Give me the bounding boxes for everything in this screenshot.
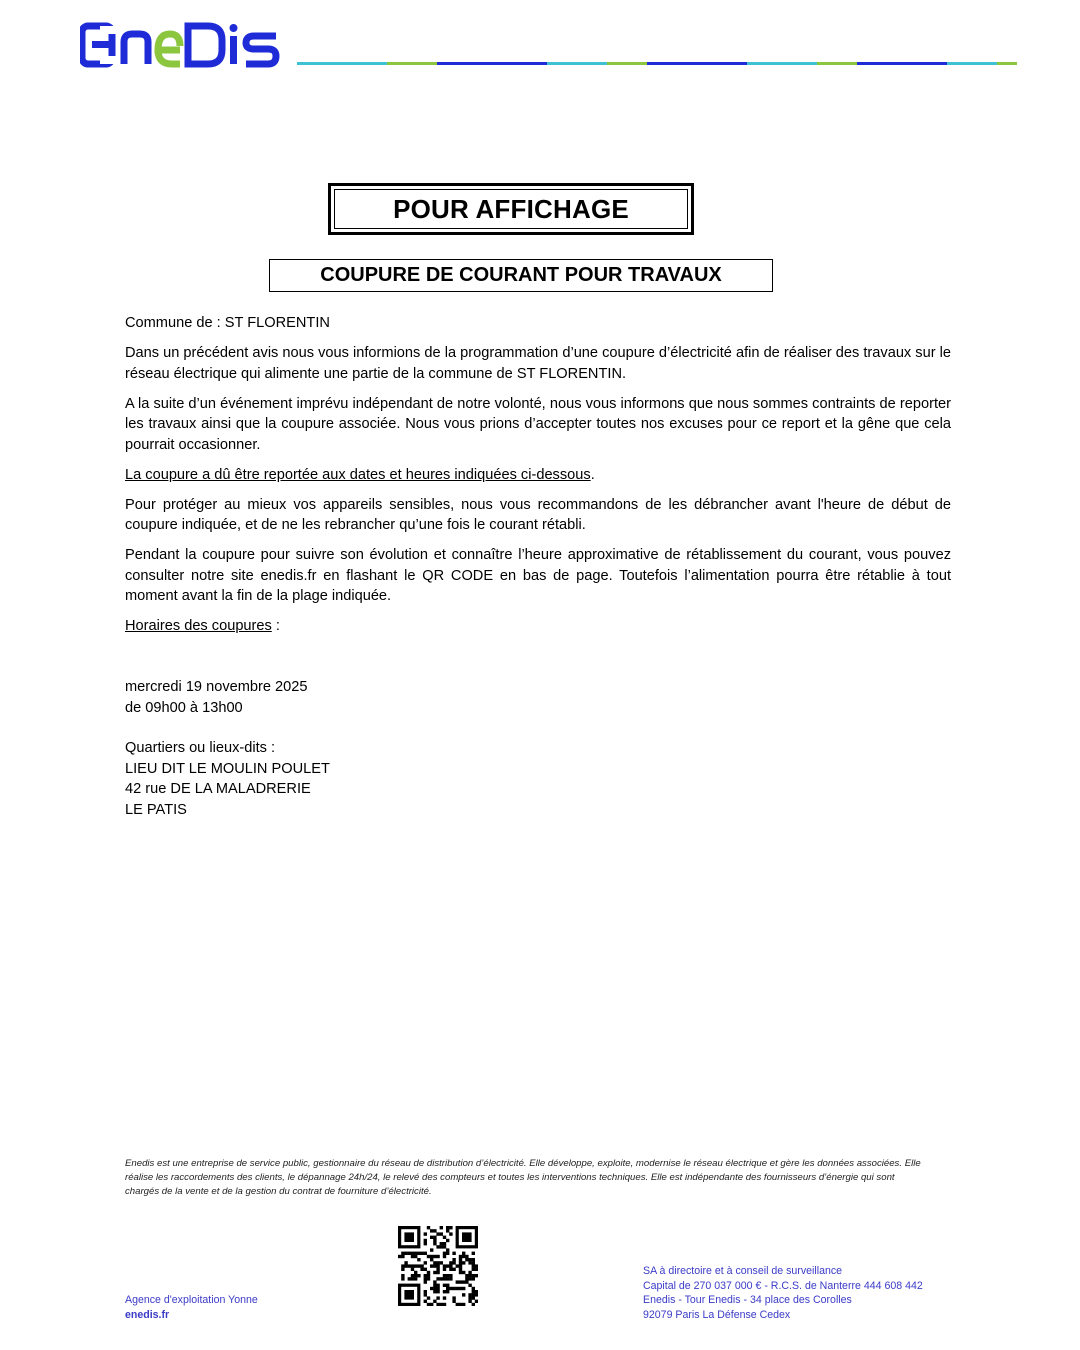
legal-line: 92079 Paris La Défense Cedex xyxy=(643,1308,791,1321)
qr-code-icon[interactable] xyxy=(398,1226,478,1306)
page-title: POUR AFFICHAGE xyxy=(334,189,688,229)
paragraph-tracking: Pendant la coupure pour suivre son évolution et connaître l’heure approximative de rétablissement du courant, vous pouvez consulter notre site enedis.fr en flashant le QR CODE en bas de page. Toutefois l’alimentation pourra être rétablie à tout moment avant la fin de la plage indiquée. xyxy=(125,547,951,604)
notice-body xyxy=(125,313,951,646)
outage-schedule xyxy=(125,677,308,718)
outage-hours: de 09h00 à 13h00 xyxy=(125,699,243,716)
footer-agency xyxy=(125,1293,258,1322)
enedis-logo xyxy=(80,20,290,70)
place-item: LE PATIS xyxy=(125,801,187,818)
commune-line: Commune de : ST FLORENTIN xyxy=(125,315,330,331)
header-divider xyxy=(297,62,1017,65)
footer-legal xyxy=(643,1264,923,1322)
title-frame xyxy=(328,183,694,235)
places-heading: Quartiers ou lieux-dits : xyxy=(125,740,276,756)
paragraph-postponement: A la suite d’un événement imprévu indépendant de notre volonté, nous vous informons que nous sommes contraints de reporter les travaux ainsi que la coupure associée. Nous vous prions d’accepter toutes nos excuses pour ce report et la gêne que cela pourrait occasionner. xyxy=(125,395,951,453)
outage-date: mercredi 19 novembre 2025 xyxy=(125,679,308,695)
agency-name: Agence d'exploitation Yonne xyxy=(125,1294,258,1306)
paragraph-advice: Pour protéger au mieux vos appareils sensibles, nous vous recommandons de les débrancher avant l'heure de début de coupure indiquée, et de ne les rebrancher qu’une fois le courant rétabli. xyxy=(125,496,951,533)
schedule-heading xyxy=(125,616,951,637)
legal-line: Capital de 270 037 000 € - R.C.S. de Nanterre 444 608 442 xyxy=(643,1279,923,1292)
place-item: LIEU DIT LE MOULIN POULET xyxy=(125,760,330,777)
rescheduled-underlined: La coupure a dû être reportée aux dates et heures indiquées ci-dessous xyxy=(125,466,591,483)
legal-line: SA à directoire et à conseil de surveillance xyxy=(643,1265,843,1277)
paragraph-rescheduled xyxy=(125,465,951,486)
rescheduled-end: . xyxy=(590,466,595,483)
affected-places xyxy=(125,738,330,820)
paragraph-previous-notice: Dans un précédent avis nous vous informions de la programmation d’une coupure d’électricité afin de réaliser des travaux sur le réseau électrique qui alimente une partie de la commune de ST FLORENTIN. xyxy=(125,345,951,382)
schedule-heading-end: : xyxy=(271,618,280,634)
legal-disclaimer: Enedis est une entreprise de service public, gestionnaire du réseau de distribution d’électricité. Elle développe, exploite, modernise le réseau électrique et gère les données associées. Elle réalise les raccordements des clients, le dépannage 24h/24, le relevé des compteurs et toutes les interventions techniques. Elle est indépendante des fournisseurs d’énergie qui sont chargés de la vente et de la gestion du contrat de fourniture d’électricité. xyxy=(125,1158,921,1197)
schedule-heading-underlined: Horaires des coupures xyxy=(125,618,272,634)
place-item: 42 rue DE LA MALADRERIE xyxy=(125,781,311,797)
legal-line: Enedis - Tour Enedis - 34 place des Corolles xyxy=(643,1294,852,1306)
page-subtitle: COUPURE DE COURANT POUR TRAVAUX xyxy=(269,259,773,292)
website-link[interactable]: enedis.fr xyxy=(125,1308,170,1321)
